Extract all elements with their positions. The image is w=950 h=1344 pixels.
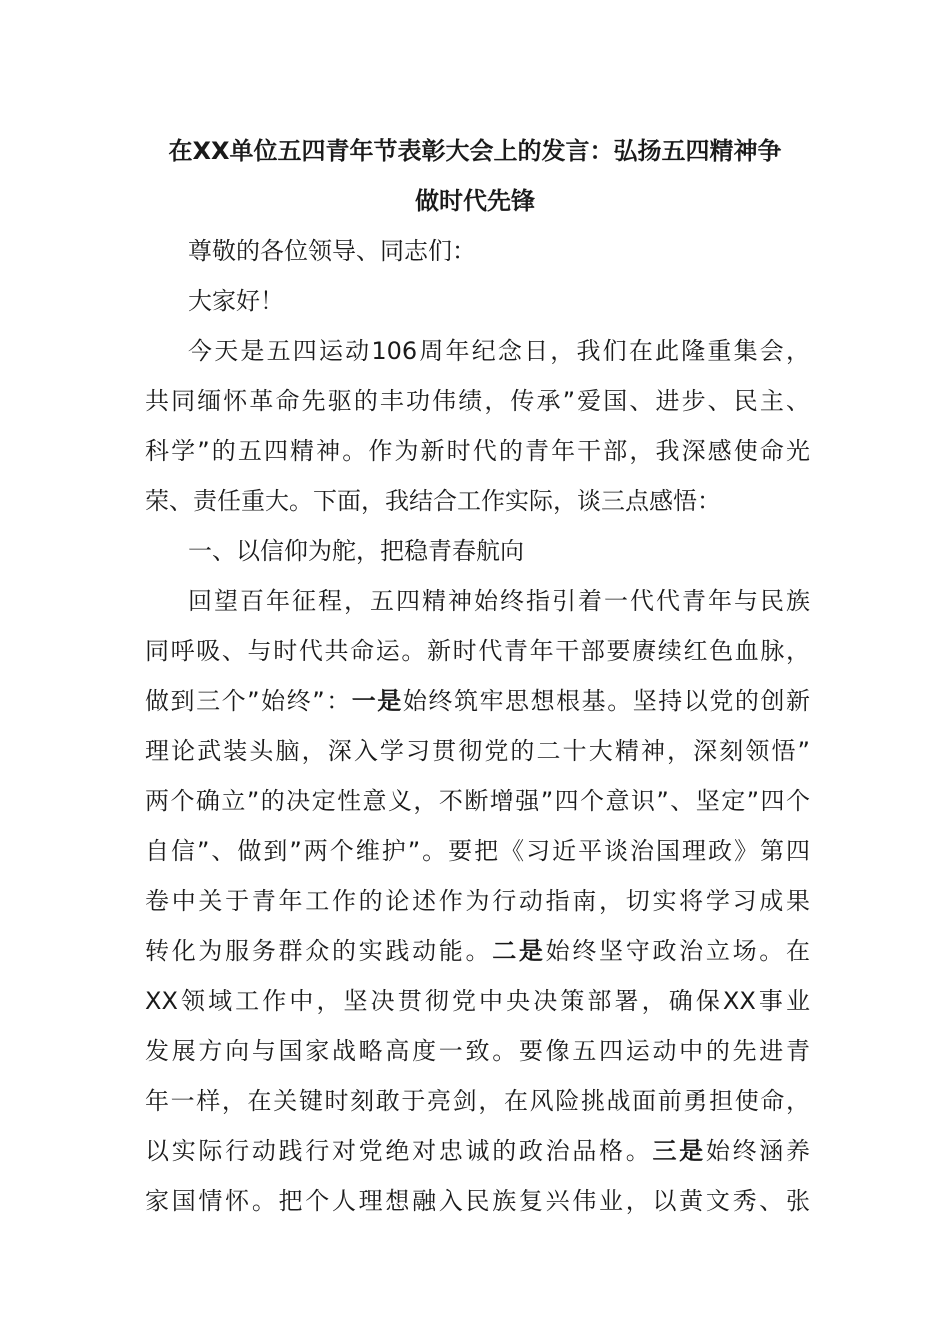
text-segment: 荣、责任重大。下面，我结合工作实际，谈三点感悟： [145, 487, 721, 515]
text-line [145, 326, 810, 376]
text-segment: 年一样，在关键时刻敢于亮剑，在风险挑战面前勇担使命， [145, 1087, 810, 1115]
text-line [145, 1126, 810, 1176]
bold-marker: 三是 [652, 1137, 706, 1165]
text-line [145, 926, 810, 976]
text-line [145, 426, 810, 476]
text-line [145, 626, 810, 676]
text-segment: 科学”的五四精神。作为新时代的青年干部，我深感使命光 [145, 437, 810, 465]
text-segment: 尊敬的各位领导、同志们： [188, 237, 476, 265]
text-segment: 始终筑牢思想根基。坚持以党的创新 [402, 687, 811, 715]
text-segment: 自信”、做到”两个维护”。要把《习近平谈治国理政》第四 [145, 837, 810, 865]
title-line-1: 在XX单位五四青年节表彰大会上的发言：弘扬五四精神争 [168, 137, 782, 165]
text-segment: 今天是五四运动106周年纪念日，我们在此隆重集会， [188, 337, 810, 365]
text-segment: 同呼吸、与时代共命运。新时代青年干部要赓续红色血脉， [145, 637, 810, 665]
text-segment: XX领域工作中，坚决贯彻党中央决策部署，确保XX事业 [145, 987, 810, 1015]
text-segment: 始终涵养 [705, 1137, 811, 1165]
document-body [145, 226, 810, 1226]
text-line [145, 676, 810, 726]
text-line [145, 726, 810, 776]
text-line [145, 876, 810, 926]
text-line [145, 1176, 810, 1226]
text-segment: 大家好！ [188, 287, 284, 315]
text-segment: 两个确立”的决定性意义，不断增强”四个意识”、坚定”四个 [145, 787, 810, 815]
title-line-2: 做时代先锋 [415, 187, 535, 215]
text-segment: 共同缅怀革命先驱的丰功伟绩，传承”爱国、进步、民主、 [145, 387, 810, 415]
text-line [145, 476, 810, 526]
text-line [145, 976, 810, 1026]
text-segment: 理论武装头脑，深入学习贯彻党的二十大精神，深刻领悟” [145, 737, 810, 765]
text-line [145, 376, 810, 426]
text-segment: 卷中关于青年工作的论述作为行动指南，切实将学习成果 [145, 887, 810, 915]
text-line [145, 526, 810, 576]
document-title [100, 126, 850, 226]
text-segment: 回望百年征程，五四精神始终指引着一代代青年与民族 [188, 587, 810, 615]
text-segment: 做到三个”始终”： [145, 687, 352, 715]
text-line [145, 226, 810, 276]
text-line [145, 1076, 810, 1126]
text-line [145, 826, 810, 876]
text-segment: 以实际行动践行对党绝对忠诚的政治品格。 [145, 1137, 653, 1165]
text-segment: 转化为服务群众的实践动能。 [145, 937, 493, 965]
text-segment: 始终坚守政治立场。在 [545, 937, 811, 965]
text-line [145, 776, 810, 826]
text-line [145, 276, 810, 326]
text-line [145, 576, 810, 626]
text-segment: 一、以信仰为舵，把稳青春航向 [188, 537, 524, 565]
text-line [145, 1026, 810, 1076]
text-segment: 家国情怀。把个人理想融入民族复兴伟业，以黄文秀、张 [145, 1187, 810, 1215]
text-segment: 发展方向与国家战略高度一致。要像五四运动中的先进青 [145, 1037, 810, 1065]
bold-marker: 二是 [492, 937, 546, 965]
bold-marker: 一是 [351, 687, 403, 715]
